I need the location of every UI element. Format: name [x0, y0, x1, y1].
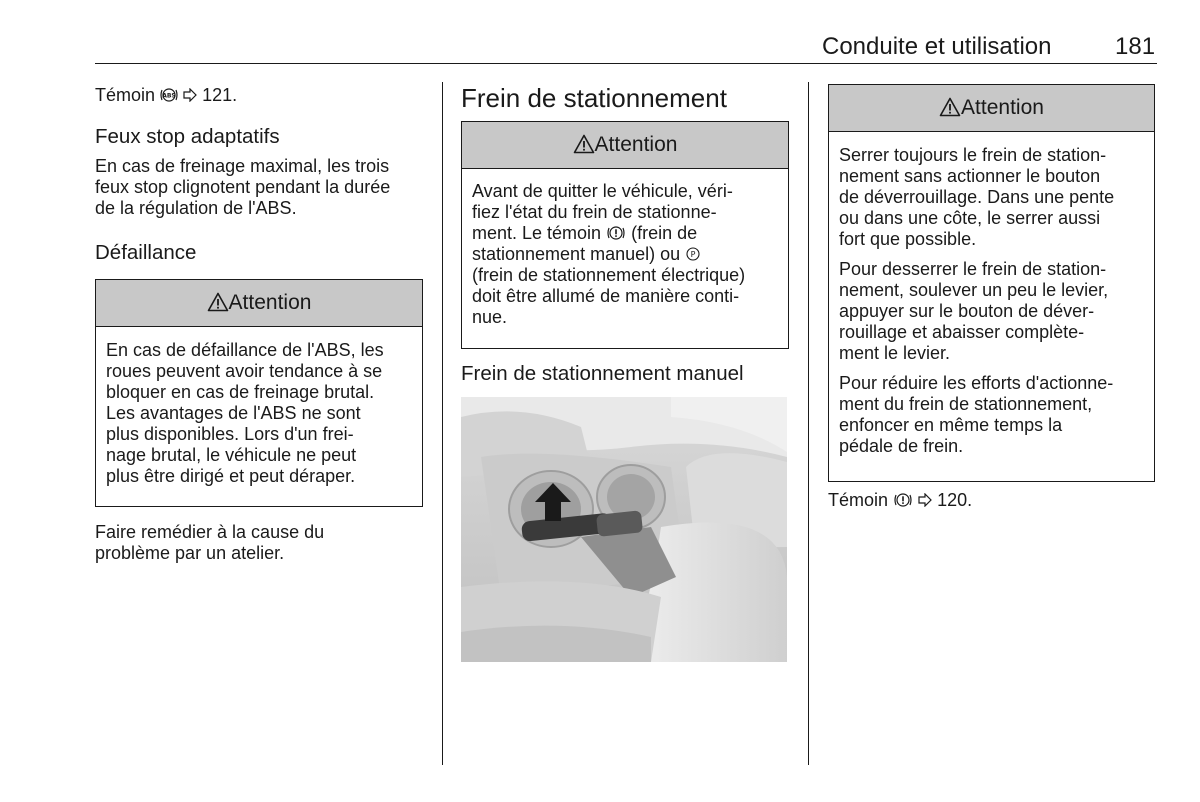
warning-paragraph-2: Pour desserrer le frein de station- nement, soulever un peu le levier, appuyer sur le bouton de déver- rouillage et abaisser complète- ment le levier.: [839, 259, 1109, 363]
warning-body: Avant de quitter le véhicule, véri- fiez l'état du frein de stationne- ment. Le témoin (frein de stationnement manuel) ou P (frein de stationnement électrique) doit être allumé de manière conti- nue.: [472, 181, 746, 327]
parking-brake-usage-warning-box: [828, 84, 1155, 482]
warning-triangle-icon: [573, 125, 595, 171]
warning-paragraph-1: Serrer toujours le frein de station- nement sans actionner le bouton de déverrouillage. Dans une pente ou dans une côte, le serrer aussi fort que possible.: [839, 145, 1115, 249]
brake-page-ref: 120.: [937, 490, 973, 510]
warning-header: Attention: [829, 85, 1154, 132]
column-divider-2: [808, 82, 809, 765]
manual-brake-heading: Frein de stationnement manuel: [461, 362, 744, 385]
electric-parking-brake-icon: [685, 244, 701, 264]
warning-body: En cas de défaillance de l'ABS, les roues peuvent avoir tendance à se bloquer en cas de freinage brutal. Les avantages de l'ABS ne sont plus disponibles. Lors d'un frei- nage brutal, le véhicule ne peut plus être dirigé et peut déraper.: [106, 340, 384, 486]
page-number: 181: [1115, 33, 1156, 60]
page-reference-arrow-icon: [918, 490, 932, 510]
warning-triangle-icon: [207, 283, 229, 329]
warning-paragraph-3: Pour réduire les efforts d'actionne- ment du frein de stationnement, enfoncer en même temps la pédale de frein.: [839, 373, 1114, 456]
brake-warning-light-icon: [606, 223, 626, 243]
page-reference-arrow-icon: [183, 85, 197, 105]
brake-light-reference: Témoin 120.: [828, 490, 973, 510]
warning-header: Attention: [96, 280, 422, 327]
section-title: Frein de stationnement: [461, 83, 727, 113]
abs-failure-warning-box: [95, 279, 423, 507]
column-divider-1: [442, 82, 443, 765]
brake-warning-light-icon: [893, 490, 913, 510]
defaillance-heading: Défaillance: [95, 241, 197, 264]
column-2: [461, 83, 791, 386]
feux-stop-paragraph: En cas de freinage maximal, les trois feux stop clignotent pendant la durée de la régulation de l'ABS.: [95, 156, 391, 218]
svg-text:P: P: [690, 250, 696, 259]
warning-triangle-icon: [939, 88, 961, 134]
svg-text:ABS: ABS: [162, 92, 176, 100]
manual-handbrake-illustration: [461, 397, 787, 662]
closing-paragraph: Faire remédier à la cause du problème par un atelier.: [95, 522, 325, 563]
running-header-section: Conduite et utilisation: [822, 33, 1052, 60]
abs-warning-light-icon: [160, 89, 178, 105]
warning-header: Attention: [462, 122, 788, 169]
header-rule: [95, 63, 1157, 64]
abs-light-reference: Témoin ABS 121.: [95, 85, 238, 105]
feux-stop-heading: Feux stop adaptatifs: [95, 125, 280, 148]
abs-page-ref: 121.: [202, 85, 238, 105]
parking-warning-box: [461, 121, 789, 349]
column-3: [828, 84, 1158, 511]
column-1: [95, 85, 425, 564]
warning-body: [829, 132, 1154, 457]
